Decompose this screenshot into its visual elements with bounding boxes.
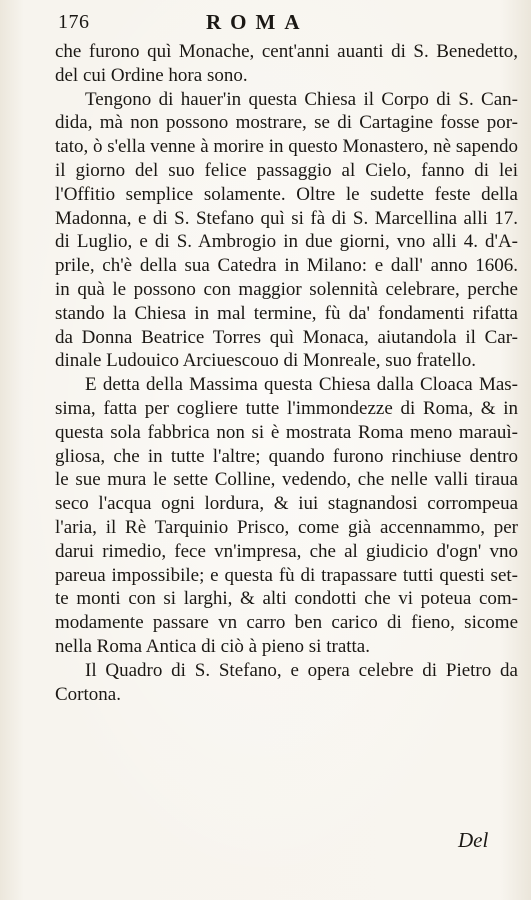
text-line: darui rimedio, fece vn'impresa, che al giudicio d'ogn' vno	[55, 540, 518, 562]
text-line: Tengono di hauer'in questa Chiesa il Corpo di S. Can-	[85, 88, 518, 110]
catchword: Del	[458, 828, 489, 852]
text-line: Madonna, e di S. Stefano quì si fà di S. Marcellina alli 17.	[55, 207, 518, 229]
text-line: di Luglio, e di S. Ambrogio in due giorni, vno alli 4. d'A-	[55, 231, 518, 253]
body-text	[55, 40, 518, 706]
text-line: le sue mura le sette Colline, vedendo, che nelle valli tiraua	[55, 469, 518, 491]
text-line: Il Quadro di S. Stefano, e opera celebre di Pietro da	[85, 659, 518, 681]
text-line: da Donna Beatrice Torres quì Monaca, aiutandola il Car-	[55, 326, 518, 348]
text-line: sima, fatta per cogliere tutte l'immondezze di Roma, & in	[55, 397, 518, 419]
text-line: tato, ò s'ella venne à morire in questo Monastero, nè sapendo	[55, 136, 518, 158]
running-title: ROMA	[206, 10, 309, 34]
text-line: stando la Chiesa in mal termine, fù da' fondamenti rifatta	[55, 302, 518, 324]
text-line: te monti con si larghi, & alti condotti che vi poteua com-	[55, 588, 518, 610]
text-line: dinale Ludouico Arciuescouo di Monreale, suo fratello.	[55, 350, 477, 372]
text-line: in quà le possono con maggior solennità celebrare, perche	[55, 278, 518, 300]
text-line: questa sola fabbrica non si è mostrata Roma meno marauì-	[55, 421, 518, 443]
text-line: gliosa, che in tutte l'altre; quando furono rinchiuse dentro	[55, 445, 518, 467]
text-line: che furono quì Monache, cent'anni auanti di S. Benedetto,	[55, 41, 518, 62]
text-line: del cui Ordine hora sono.	[55, 64, 248, 86]
text-line: il giorno del suo felice passaggio al Cielo, fanno di lei	[55, 159, 518, 181]
page-header	[0, 6, 531, 36]
page-number: 176	[58, 11, 90, 33]
text-line: l'Offitio semplice solamente. Oltre le sudette feste della	[55, 183, 518, 205]
text-line: l'aria, il Rè Tarquinio Prisco, come già accennammo, per	[55, 516, 518, 538]
text-line: E detta della Massima questa Chiesa dalla Cloaca Mas-	[85, 374, 518, 396]
text-line: pareua impossibile; e questa fù di trapassare tutti questi set-	[55, 564, 518, 586]
text-line: modamente passare vn carro ben carico di fieno, sicome	[55, 612, 518, 634]
text-line: seco l'acqua ogni lordura, & iui stagnandosi corrompeua	[55, 493, 518, 515]
text-line: dida, mà non possono mostrare, se di Cartagine fosse por-	[55, 112, 518, 134]
text-line: Cortona.	[55, 683, 121, 705]
text-line: prile, ch'è della sua Catedra in Milano: e dall' anno 1606.	[55, 255, 518, 277]
text-line: nella Roma Antica di ciò à pieno si tratta.	[55, 635, 370, 657]
